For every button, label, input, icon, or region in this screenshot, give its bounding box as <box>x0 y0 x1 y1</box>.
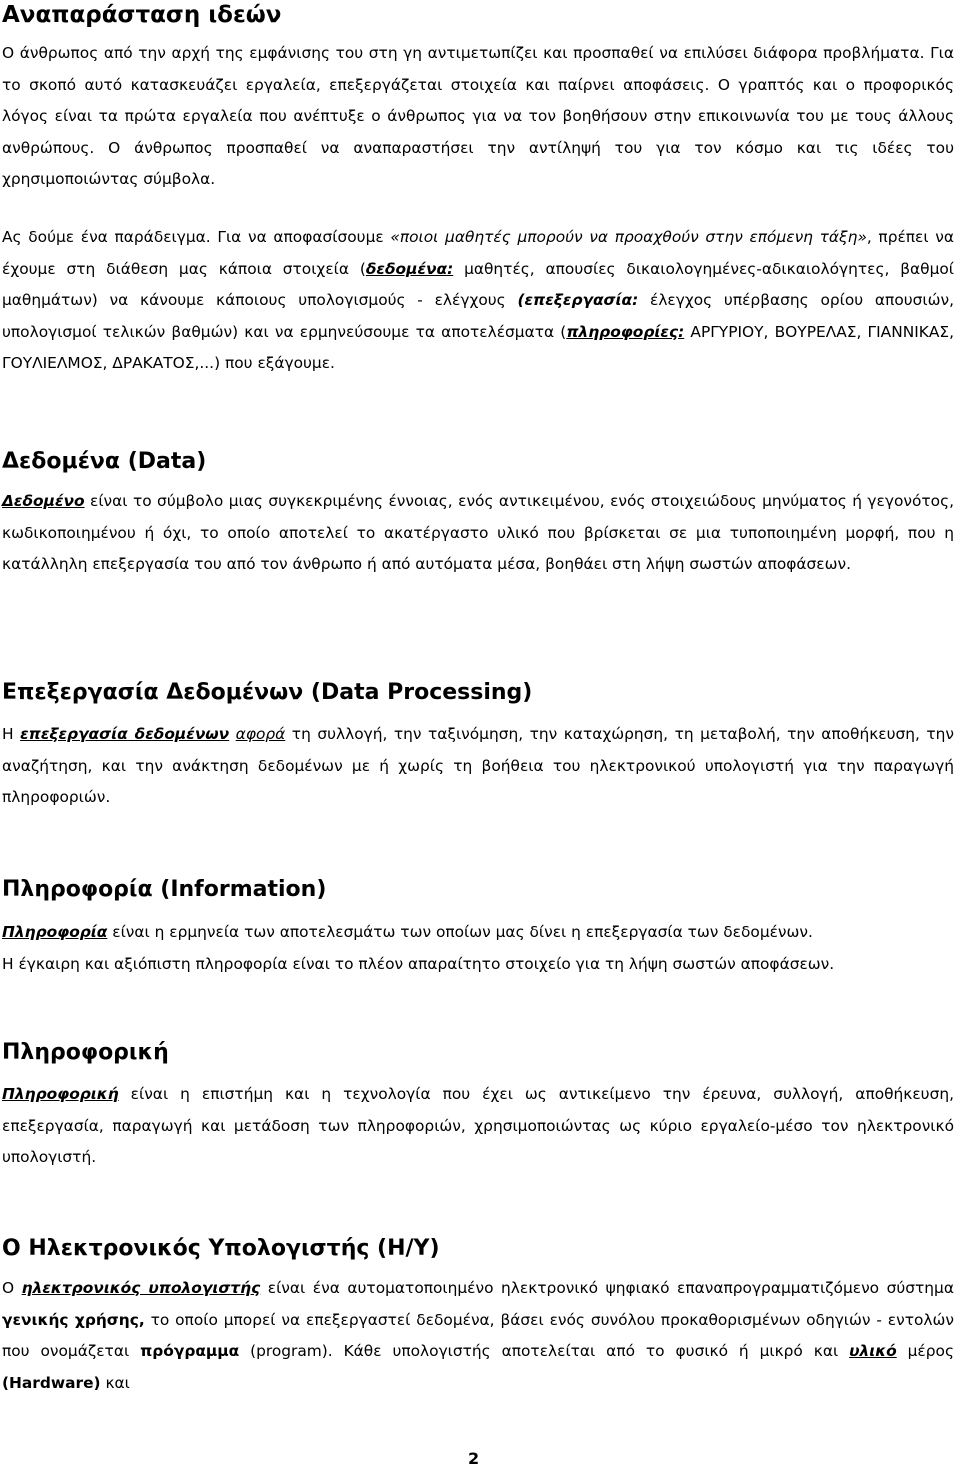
example-text-e: ΑΡΓΥΡΙΟΥ, ΒΟΥΡΕΛΑΣ, ΓΙΑΝΝΙΚΑΣ, ΓΟΥΛΙΕΛΜΟΣ, ΔΡΑΚΑΤΟΣ,...) που εξάγουμε. <box>2 322 954 372</box>
informatics-heading: Πληροφορική <box>2 1040 169 1065</box>
computer-text-5: και <box>100 1373 130 1392</box>
data-term: Δεδομένο <box>2 492 85 510</box>
example-text-a: Ας δούμε ένα παράδειγμα. Για να αποφασίσουμε <box>2 228 391 246</box>
information-heading: Πληροφορία (Information) <box>2 877 327 902</box>
information-line1: είναι η ερμηνεία των αποτελεσμάτω των οποίων μας δίνει η επεξεργασία των δεδομένων. <box>107 923 813 941</box>
informatics-paragraph <box>2 1079 954 1174</box>
information-paragraph <box>2 917 954 980</box>
processing-term: επεξεργασία δεδομένων <box>20 725 230 743</box>
page-number: 2 <box>468 1449 480 1468</box>
computer-text-4: μέρος <box>896 1342 954 1360</box>
general-purpose-term: γενικής χρήσης, <box>2 1310 145 1329</box>
information-line2: Η έγκαιρη και αξιόπιστη πληροφορία είναι το πλέον απαραίτητο στοιχείο για τη λήψη σωστών αποφάσεων. <box>2 954 835 973</box>
processing-label: (επεξεργασία: <box>517 291 639 309</box>
computer-text-1: είναι ένα αυτοματοποιημένο ηλεκτρονικό ψηφιακό επαναπρογραμματιζόμενο σύστημα <box>260 1279 954 1297</box>
informatics-text: είναι η επιστήμη και η τεχνολογία που έχει ως αντικείμενο την έρευνα, συλλογή, αποθήκευση, επεξεργασία, παραγωγή και μετάδοση των πληροφοριών, χρησιμοποιώντας ως κύριο εργαλείο-μέσο τον ηλεκτρονικό υπολογιστή. <box>2 1085 954 1166</box>
example-text-c: μαθητές, απουσίες δικαιολογημένες-αδικαιολόγητες, βαθμοί μαθημάτων) να κάνουμε κάποιους υπολογισμούς - ελέγχους <box>2 259 954 309</box>
computer-paragraph <box>2 1273 954 1399</box>
processing-lead: Η <box>2 725 21 743</box>
processing-verb: αφορά <box>235 725 286 743</box>
computer-text-2: το οποίο μπορεί να επεξεργαστεί δεδομένα, βάσει ενός συνόλου προκαθορισμένων οδηγιών - εντολών που ονομάζεται <box>2 1310 954 1360</box>
data-heading: Δεδομένα (Data) <box>2 449 207 474</box>
data-label: δεδομένα: <box>365 259 454 278</box>
data-paragraph <box>2 486 954 581</box>
computer-term: ηλεκτρονικός υπολογιστής <box>21 1279 261 1297</box>
informatics-term: Πληροφορική <box>2 1085 119 1103</box>
hardware-term: (Hardware) <box>2 1373 101 1392</box>
computer-heading: Ο Ηλεκτρονικός Υπολογιστής (Η/Υ) <box>2 1236 440 1261</box>
information-term: Πληροφορία <box>2 923 108 941</box>
example-question: «ποιοι μαθητές μπορούν να προαχθούν στην επόμενη τάξη» <box>390 228 867 246</box>
intro-text: Ο άνθρωπος από την αρχή της εμφάνισης του στη γη αντιμετωπίζει και προσπαθεί να επιλύσει διάφορα προβλήματα. Για το σκοπό αυτό κατασκευάζει εργαλεία, επεξεργάζεται στοιχεία και παίρνει αποφάσεις. Ο γραπτός και ο προφορικός λόγος είναι τα πρώτα εργαλεία που ανέπτυξε ο άνθρωπος για να τον βοηθήσουν στην επικοινωνία του με τους άλλους ανθρώπους. Ο άνθρωπος προσπαθεί να αναπαραστήσει την αντίληψή του για τον κόσμο και τις ιδέες του χρησιμοποιώντας σύμβολα. <box>2 44 954 188</box>
data-text: είναι το σύμβολο μιας συγκεκριμένης έννοιας, ενός αντικειμένου, ενός στοιχειώδους μηνύματος ή γεγονότος, κωδικοποιημένου ή όχι, το οποίο αποτελεί το ακατέργαστο υλικό που βρίσκεται σε μια τυποποιημένη μορφή, που η κατάλληλη επεξεργασία του από τον άνθρωπο ή από αυτόματα μέσα, βοηθάει στη λήψη σωστών αποφάσεων. <box>2 492 954 573</box>
example-paragraph <box>2 222 954 380</box>
example-text-b: , πρέπει να έχουμε στη διάθεση μας κάποια στοιχεία ( <box>2 228 954 278</box>
page-title: Αναπαράσταση ιδεών <box>2 2 282 28</box>
program-term: πρόγραμμα <box>140 1342 240 1360</box>
processing-paragraph <box>2 719 954 814</box>
computer-lead: Ο <box>2 1279 22 1297</box>
intro-paragraph <box>2 38 954 196</box>
physical-term: υλικό <box>849 1342 897 1360</box>
information-label: πληροφορίες: <box>566 322 685 341</box>
computer-text-3: (program). Κάθε υπολογιστής αποτελείται από το φυσικό ή μικρό και <box>239 1342 850 1360</box>
processing-text: τη συλλογή, την ταξινόμηση, την καταχώρηση, τη μεταβολή, την αποθήκευση, την αναζήτηση, και την ανάκτηση δεδομένων με ή χωρίς τη βοήθεια του ηλεκτρονικού υπολογιστή για την παραγωγή πληροφοριών. <box>2 725 955 806</box>
processing-heading: Επεξεργασία Δεδομένων (Data Processing) <box>2 680 533 705</box>
example-text-d: έλεγχος υπέρβασης ορίου απουσιών, υπολογισμοί τελικών βαθμών) και να ερμηνεύσουμε τα αποτελέσματα ( <box>2 291 954 341</box>
